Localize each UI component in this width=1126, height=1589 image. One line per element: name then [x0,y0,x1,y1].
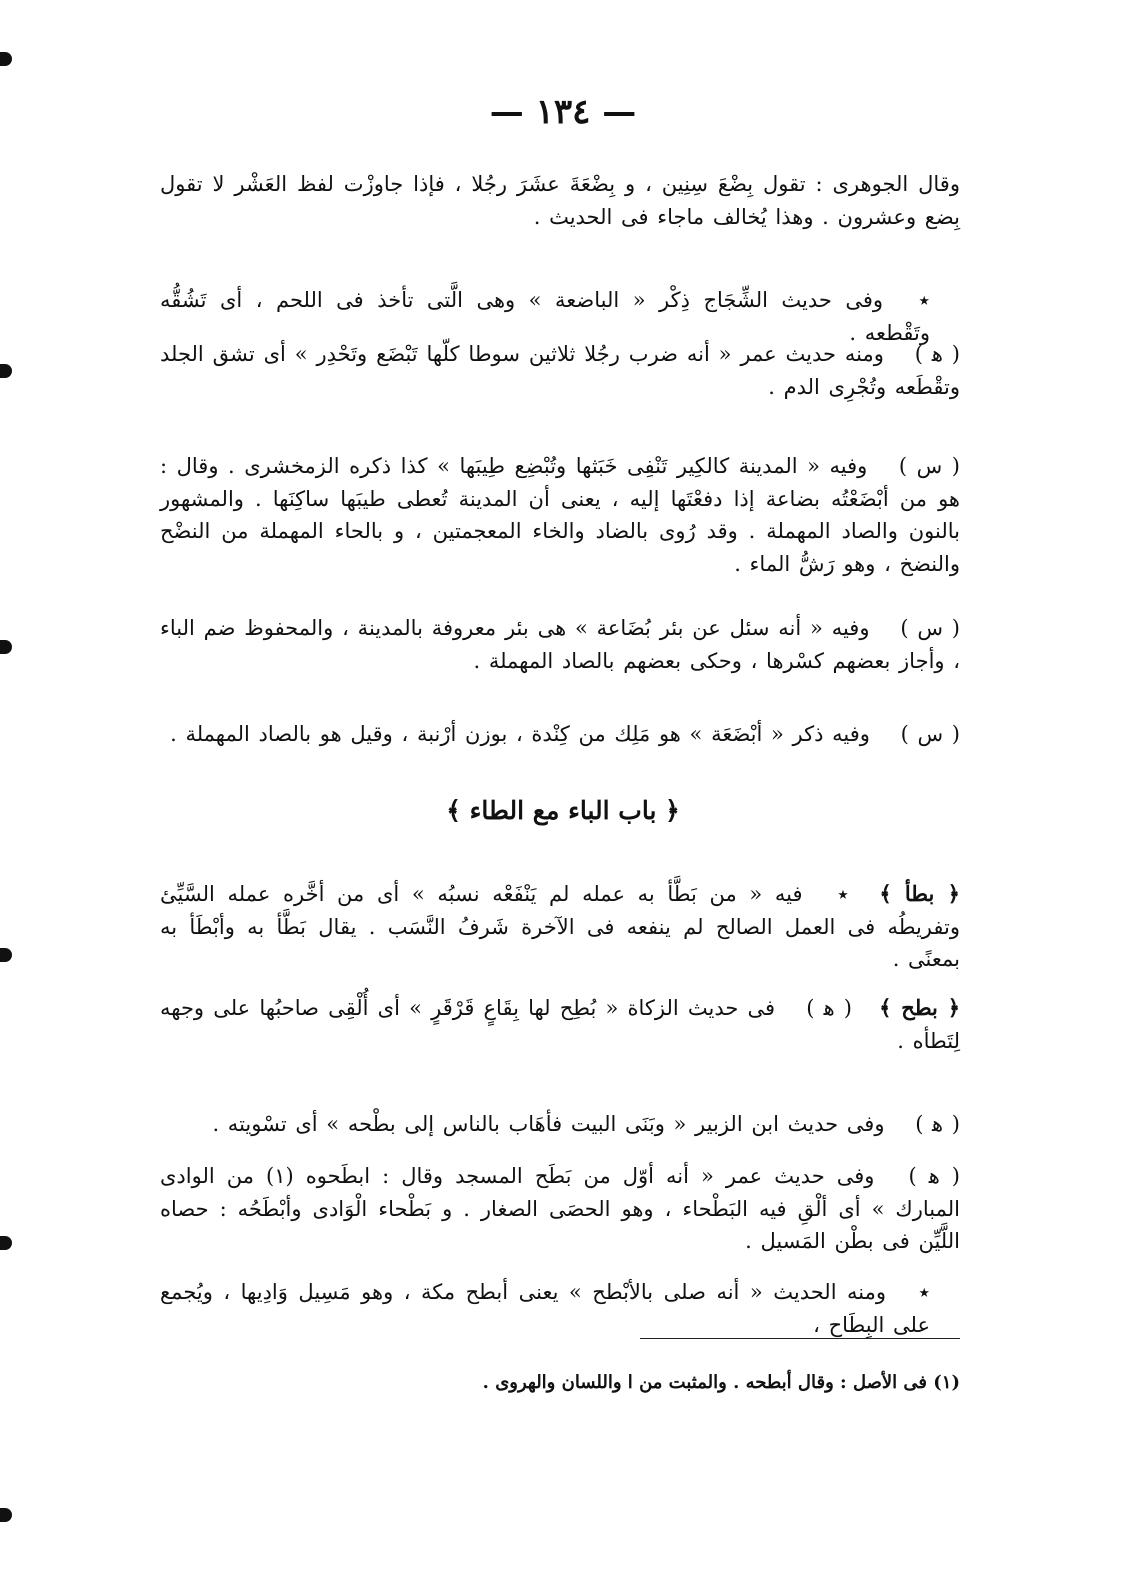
binding-mark [0,1508,12,1522]
binding-mark [0,640,12,654]
source-tag: ( ﻫ ) [908,1164,960,1188]
entry [160,1108,960,1141]
entry-text: ومنه الحديث « أنه صلى بالأبْطح » يعنى أبطح مكة ، وهو مَسِيل وَادِيها ، ويُجمع على البِطَاح ، [160,1280,930,1337]
paragraph-text: وفى حديث الشِّجَاج ذِكْر « الباضعة » وهى الَّتى تأخذ فى اللحم ، أى تَشُقُّه وتَقْطعه . [160,288,930,345]
source-tag: ( س ) [898,454,960,478]
headword: ﴿ بطأ ﴾ [879,881,960,906]
paragraph-text: وفيه « المدينة كالكِير تَنْفِى خَبَثها وتُبْضِع طِيبَها » كذا ذكره الزمخشرى . وقال : هو من أبْضَعْتُه بضاعة إذا دفعْتَها إليه ، يعنى أن المدينة تُعطى طيبَها ساكِنَها . والمشهور بالنون والصاد المهملة . وقد رُوى بالضاد والخاء المعجمتين ، و بالحاء المهملة من النضْح والنضخ ، وهو رَشُّ الماء . [160,454,960,576]
paragraph [160,612,960,677]
star-marker: ٭ [918,288,930,312]
entry [160,878,960,976]
binding-mark [0,52,12,66]
star-marker: ٭ [837,882,849,906]
paragraph-text: ومنه حديث عمر « أنه ضرب رجُلا ثلاثين سوطا كلّها تَبْضَع وتَحْدِر » أى تشق الجلد وتقْطَعه وتُجْرِى الدم . [160,342,960,399]
entry-text: وفى حديث ابن الزبير « وبَنَى البيت فأهَاب بالناس إلى بطْحه » أى تسْويته . [212,1112,885,1136]
paragraph [160,168,960,233]
paragraph-text: وفيه « أنه سئل عن بئر بُضَاعة » هى بئر معروفة بالمدينة ، والمحفوظ ضم الباء ، وأجاز بعضهم كسْرها ، وحكى بعضهم بالصاد المهملة . [160,616,960,673]
binding-mark [0,948,12,962]
star-marker: ٭ [918,1280,930,1304]
footnote-divider [640,1338,960,1339]
source-tag: ( س ) [900,722,960,746]
paragraph-text: وفيه ذكر « أبْضَعَة » هو مَلِك من كِنْدة ، بوزن أرْنبة ، وقيل هو بالصاد المهملة . [170,722,870,746]
entry-text: فى حديث الزكاة « بُطِح لها بِقَاعٍ قَرْقَرٍ » أى أُلْقِى صاحبُها على وجهه لِتَطأه . [160,996,960,1053]
source-tag: ( ﻫ ) [914,342,960,366]
footnote: (١) فى الأصل : وقال أبطحه . والمثبت من ا واللسان والهروى . [482,1372,960,1393]
paragraph [160,450,960,580]
entry-text: وفى حديث عمر « أنه أوّل من بَطَح المسجد وقال : ابطَحوه (١) من الوادى المبارك » أى ألْقِ فيه البَطْحاء ، وهو الحصَى الصغار . و بَطْحاء الْوَادى وأبْطَحُه : حصاه اللَّيِّن فى بطْن المَسيل . [160,1164,960,1254]
source-tag: ( ﻫ ) [806,996,852,1020]
headword: ﴿ بطح ﴾ [879,995,960,1020]
paragraph-text: وقال الجوهرى : تقول بِضْعَ سِنِين ، و بِضْعَةَ عشَرَ رجُلا ، فإذا جاوزْت لفظ العَشْر لا تقول بِضع وعشرون . وهذا يُخالف ماجاء فى الحديث . [160,172,960,229]
entry [160,1276,930,1341]
binding-mark [0,364,12,378]
paragraph [160,718,960,751]
source-tag: ( ﻫ ) [915,1112,960,1136]
section-title: ﴿ باب الباء مع الطاء ﴾ [446,796,680,825]
entry [160,1160,960,1258]
entry [160,992,960,1057]
source-tag: ( س ) [900,616,960,640]
binding-mark [0,1236,12,1250]
paragraph [160,338,960,403]
entry-text: فيه « من بَطَّأ به عمله لم يَنْفَعْه نسبُه » أى من أخَّره عمله السَّيِّئ وتفريطُه فى العمل الصالح لم ينفعه فى الآخرة شَرفُ النَّسَب . يقال بَطَّأ به وأبْطَأ به بمعنًى . [160,882,960,972]
page-number: — ١٣٤ — [489,92,637,132]
